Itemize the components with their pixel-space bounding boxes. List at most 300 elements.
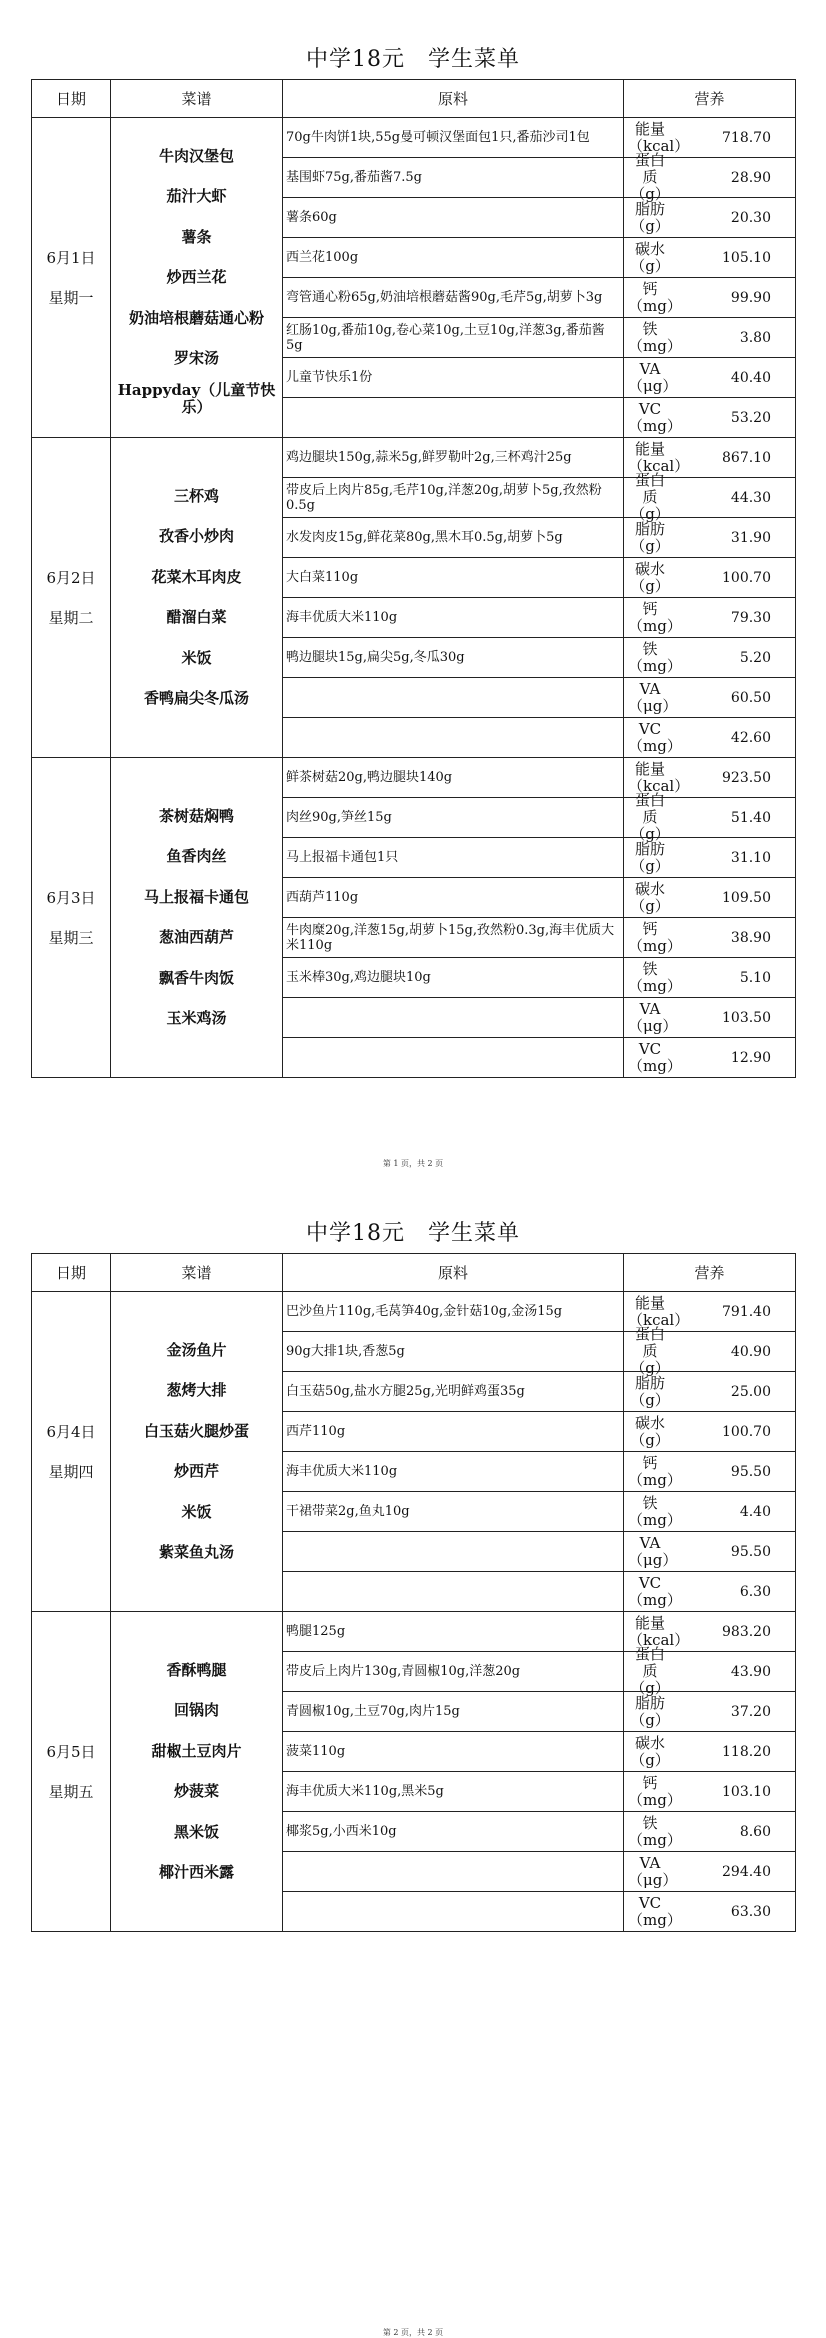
nutrient-unit: （mg） [628,976,682,995]
table-row [32,438,796,478]
ingredient-cell [283,1532,624,1572]
nutrient-label [624,201,672,235]
nutrient-unit: （g） [630,1750,670,1769]
nutrient-name: VC [638,719,662,738]
dish-name: 椰汁西米露 [158,1863,234,1882]
nutrition-cell [624,1852,796,1892]
ingredient-cell: 海丰优质大米110g [283,598,624,638]
nutrient-unit: （mg） [628,1590,682,1609]
nutrient-value: 79.30 [730,609,771,626]
nutrient-entry [624,1772,795,1811]
nutrient-label [624,119,690,155]
ingredient-cell [283,718,624,758]
page-2 [0,1169,826,2338]
dish-name: 金汤鱼片 [166,1340,227,1359]
ingredient-cell [283,998,624,1038]
day-date: 6月4日 [46,1422,96,1441]
day-date: 6月2日 [46,568,96,587]
nutrient-entry [624,1892,795,1931]
nutrient-label [624,399,682,435]
nutrition-cell [624,318,796,358]
dish-name: 玉米鸡汤 [166,1009,227,1028]
nutrient-unit: （kcal） [628,136,690,155]
header-menu: 菜谱 [111,1254,283,1292]
nutrition-cell [624,598,796,638]
nutrient-entry [624,238,795,277]
table-row [32,758,796,798]
nutrient-value: 20.30 [730,209,771,226]
nutrient-label [624,241,672,275]
nutrient-name: 能量 [634,1293,665,1312]
nutrient-unit: （mg） [628,1056,682,1075]
nutrition-cell [624,1692,796,1732]
nutrient-name: 钙 [642,599,658,618]
ingredient-cell: 巴沙鱼片110g,毛莴笋40g,金针菇10g,金汤15g [283,1292,624,1332]
nutrient-label [624,1893,682,1929]
ingredient-cell: 鸡边腿块150g,蒜米5g,鲜罗勒叶2g,三杯鸡汁25g [283,438,624,478]
ingredient-cell: 基围虾75g,番茄酱7.5g [283,158,624,198]
nutrient-unit: （mg） [628,656,682,675]
nutrition-cell [624,1412,796,1452]
nutrient-value: 25.00 [730,1383,771,1400]
nutrient-value: 103.50 [722,1009,771,1026]
nutrient-name: 铁 [642,959,658,978]
nutrient-label [624,759,690,795]
header-row [32,80,796,118]
nutrient-value: 60.50 [730,689,771,706]
nutrient-entry [624,1852,795,1891]
nutrition-cell [624,1452,796,1492]
ingredient-cell [283,1892,624,1932]
nutrition-cell [624,1645,796,1697]
nutrient-label [624,1613,690,1649]
nutrient-entry [624,1372,795,1411]
nutrient-entry [624,1412,795,1451]
nutrient-entry [624,1732,795,1771]
nutrient-unit: （μg） [628,696,678,715]
nutrition-cell [624,1038,796,1078]
day-weekday: 星期四 [48,1462,94,1481]
nutrient-unit: （μg） [628,1870,678,1889]
nutrient-unit: （mg） [628,1910,682,1929]
nutrient-value: 31.90 [730,529,771,546]
nutrient-label [624,1326,672,1377]
dish-name: 紫菜鱼丸汤 [158,1543,234,1562]
nutrition-cell [624,198,796,238]
nutrient-entry [624,638,795,677]
nutrient-entry [624,958,795,997]
nutrient-name: 碳水 [634,239,665,258]
nutrient-name: 能量 [634,439,665,458]
nutrient-name: 能量 [634,1613,665,1632]
nutrient-unit: （kcal） [628,1310,690,1329]
nutrient-label [624,1533,678,1569]
nutrient-label [624,1573,682,1609]
nutrient-name: 脂肪 [634,1373,665,1392]
nutrient-value: 37.20 [730,1703,771,1720]
nutrient-unit: （g） [630,856,670,875]
ingredient-cell: 西葫芦110g [283,878,624,918]
nutrient-label [624,472,672,523]
nutrient-unit: （g） [630,1359,670,1377]
nutrient-label [624,1293,690,1329]
ingredient-cell: 带皮后上肉片130g,青圆椒10g,洋葱20g [283,1652,624,1692]
dish-name: 醋溜白菜 [166,608,227,627]
day-date: 6月3日 [46,888,96,907]
day-cell [32,118,111,438]
nutrient-value: 31.10 [730,849,771,866]
nutrient-value: 294.40 [722,1863,771,1880]
nutrition-cell [624,1492,796,1532]
nutrient-name: 钙 [642,1453,658,1472]
nutrition-cell [624,1772,796,1812]
table-row [32,1292,796,1332]
nutrient-name: VC [638,1573,662,1592]
nutrient-name: 碳水 [634,1413,665,1432]
nutrient-unit: （g） [630,185,670,203]
nutrient-label [624,439,690,475]
nutrient-name: 脂肪 [634,1693,665,1712]
ingredient-cell: 海丰优质大米110g [283,1452,624,1492]
dish-name: 马上报福卡通包 [143,887,249,906]
nutrition-cell [624,1372,796,1412]
nutrient-label [624,719,682,755]
nutrient-name: 碳水 [634,879,665,898]
dish-name: 飘香牛肉饭 [158,968,234,987]
nutrient-entry [624,878,795,917]
nutrient-name: 碳水 [634,1733,665,1752]
nutrient-value: 44.30 [730,489,771,506]
day-cell [32,1612,111,1932]
nutrition-cell [624,1572,796,1612]
ingredient-cell: 马上报福卡通包1只 [283,838,624,878]
nutrient-value: 5.20 [739,649,771,666]
nutrient-name: 蛋白质 [634,471,665,506]
header-row [32,1254,796,1292]
nutrient-entry [624,1532,795,1571]
nutrient-unit: （mg） [628,736,682,755]
dish-name: 花菜木耳肉皮 [151,567,242,586]
nutrition-cell [624,398,796,438]
dish-name: 香鸭扁尖冬瓜汤 [143,689,249,708]
nutrient-name: 能量 [634,119,665,138]
nutrient-entry [624,1452,795,1491]
nutrient-entry [624,678,795,717]
nutrient-unit: （g） [630,825,670,843]
ingredient-cell: 肉丝90g,笋丝15g [283,798,624,838]
nutrient-name: 脂肪 [634,839,665,858]
nutrient-value: 718.70 [722,129,771,146]
nutrient-entry [624,318,795,357]
nutrient-label [624,841,672,875]
nutrition-cell [624,1325,796,1377]
nutrient-unit: （mg） [628,1790,682,1809]
nutrient-label [624,359,678,395]
nutrient-entry [624,151,795,203]
dish-list [111,118,283,438]
nutrient-unit: （mg） [628,1830,682,1849]
nutrient-entry [624,358,795,397]
ingredient-cell [283,678,624,718]
dish-name: 孜香小炒肉 [158,527,234,546]
nutrient-name: 钙 [642,1773,658,1792]
nutrient-name: VA [639,1533,661,1552]
day-weekday: 星期五 [48,1782,94,1801]
dish-name: 茶树菇焖鸭 [158,806,234,825]
nutrient-value: 12.90 [730,1049,771,1066]
nutrient-value: 95.50 [730,1543,771,1560]
nutrition-cell [624,1892,796,1932]
dish-list [111,1612,283,1932]
day-date: 6月5日 [46,1742,96,1761]
nutrient-value: 109.50 [722,889,771,906]
dish-name: 茄汁大虾 [166,187,227,205]
nutrient-entry [624,1812,795,1851]
nutrient-entry [624,1038,795,1077]
nutrient-label [624,919,682,955]
menu-table [31,79,796,1078]
ingredient-cell: 菠菜110g [283,1732,624,1772]
header-ingredients: 原料 [283,80,624,118]
nutrient-label [624,1415,672,1449]
nutrient-label [624,792,672,843]
nutrition-cell [624,471,796,523]
nutrient-entry [624,1572,795,1611]
nutrient-unit: （kcal） [628,1630,690,1649]
nutrient-value: 6.30 [739,1583,771,1600]
header-date: 日期 [32,80,111,118]
nutrient-label [624,279,682,315]
nutrient-value: 3.80 [739,329,771,346]
nutrient-unit: （g） [630,1390,670,1409]
nutrient-unit: （mg） [628,936,682,955]
nutrient-entry [624,718,795,757]
nutrient-unit: （mg） [628,1510,682,1529]
nutrient-unit: （mg） [628,336,682,355]
dish-name: Happyday（儿童节快乐） [117,381,276,416]
nutrient-label [624,1853,678,1889]
nutrient-entry [624,398,795,437]
nutrient-name: VA [639,679,661,698]
dish-name: 回锅肉 [173,1701,219,1720]
nutrition-cell [624,998,796,1038]
nutrient-label [624,521,672,555]
nutrition-cell [624,238,796,278]
dish-name: 炒菠菜 [173,1782,219,1801]
nutrient-value: 118.20 [722,1743,771,1760]
dish-list [111,438,283,758]
nutrient-name: VA [639,1853,661,1872]
nutrient-entry [624,558,795,597]
dish-name: 炒西兰花 [166,268,227,286]
ingredient-cell: 水发肉皮15g,鲜花菜80g,黑木耳0.5g,胡萝卜5g [283,518,624,558]
nutrient-label [624,561,672,595]
nutrient-label [624,679,678,715]
nutrient-entry [624,278,795,317]
nutrient-entry [624,598,795,637]
header-menu: 菜谱 [111,80,283,118]
nutrient-name: 铁 [642,319,658,338]
nutrient-name: VC [638,399,662,418]
dish-name: 白玉菇火腿炒蛋 [143,1421,249,1440]
ingredient-cell: 海丰优质大米110g,黑米5g [283,1772,624,1812]
ingredient-cell [283,1038,624,1078]
nutrient-unit: （g） [630,1679,670,1697]
ingredient-cell [283,1852,624,1892]
nutrient-unit: （g） [630,216,670,235]
nutrient-unit: （g） [630,1430,670,1449]
nutrient-label [624,1039,682,1075]
nutrient-unit: （μg） [628,376,678,395]
ingredient-cell: 玉米棒30g,鸡边腿块10g [283,958,624,998]
dish-list [111,758,283,1078]
nutrient-entry [624,1692,795,1731]
dish-name: 三杯鸡 [173,486,219,505]
nutrient-label [624,959,682,995]
ingredient-cell [283,1572,624,1612]
nutrient-name: 能量 [634,759,665,778]
nutrition-cell [624,1732,796,1772]
dish-name: 罗宋汤 [173,349,219,367]
nutrient-value: 40.40 [730,369,771,386]
nutrient-value: 103.10 [722,1783,771,1800]
nutrient-value: 38.90 [730,929,771,946]
nutrient-label [624,1773,682,1809]
ingredient-cell: 干裙带菜2g,鱼丸10g [283,1492,624,1532]
nutrient-value: 791.40 [722,1303,771,1320]
nutrient-unit: （mg） [628,616,682,635]
nutrient-label [624,1695,672,1729]
nutrient-entry [624,918,795,957]
nutrient-name: 蛋白质 [634,1645,665,1680]
nutrient-unit: （kcal） [628,456,690,475]
nutrient-unit: （g） [630,896,670,915]
nutrition-cell [624,278,796,318]
nutrient-entry [624,471,795,523]
nutrient-value: 8.60 [739,1823,771,1840]
nutrient-unit: （g） [630,536,670,555]
nutrient-unit: （g） [630,505,670,523]
ingredient-cell: 大白菜110g [283,558,624,598]
nutrient-label [624,1493,682,1529]
nutrient-label [624,881,672,915]
nutrient-name: 钙 [642,919,658,938]
nutrient-value: 42.60 [730,729,771,746]
nutrient-name: VC [638,1893,662,1912]
nutrient-value: 105.10 [722,249,771,266]
nutrient-entry [624,1645,795,1697]
dish-name: 鱼香肉丝 [166,847,227,866]
dish-name: 薯条 [181,227,212,246]
ingredient-cell: 西兰花100g [283,238,624,278]
day-cell [32,1292,111,1612]
nutrient-unit: （μg） [628,1550,678,1569]
nutrition-cell [624,558,796,598]
nutrient-value: 51.40 [730,809,771,826]
day-date: 6月1日 [46,248,96,267]
dish-name: 牛肉汉堡包 [158,146,234,165]
header-nutrition: 营养 [624,1254,796,1292]
dish-name: 炒西芹 [173,1462,219,1481]
nutrition-cell [624,518,796,558]
nutrition-cell [624,918,796,958]
nutrient-value: 95.50 [730,1463,771,1480]
nutrient-label [624,152,672,203]
day-weekday: 星期三 [48,928,94,947]
nutrient-label [624,1646,672,1697]
nutrient-label [624,1375,672,1409]
nutrient-value: 5.10 [739,969,771,986]
nutrient-unit: （mg） [628,296,682,315]
header-ingredients: 原料 [283,1254,624,1292]
ingredient-cell: 牛肉糜20g,洋葱15g,胡萝卜15g,孜然粉0.3g,海丰优质大米110g [283,918,624,958]
ingredient-cell: 鲜茶树菇20g,鸭边腿块140g [283,758,624,798]
nutrient-name: 蛋白质 [634,151,665,186]
nutrition-cell [624,151,796,203]
page-title: 中学18元 学生菜单 [306,1221,520,1246]
nutrient-entry [624,998,795,1037]
dish-name: 葱烤大排 [166,1381,227,1400]
nutrition-cell [624,678,796,718]
page-footer: 第 2 页，共 2 页 [382,2328,444,2337]
menu-table [31,1253,796,1932]
nutrition-cell [624,1812,796,1852]
table-row [32,118,796,158]
nutrient-value: 867.10 [722,449,771,466]
nutrient-value: 28.90 [730,169,771,186]
ingredient-cell: 西芹110g [283,1412,624,1452]
nutrient-label [624,599,682,635]
nutrition-cell [624,718,796,758]
day-cell [32,758,111,1078]
nutrient-value: 99.90 [730,289,771,306]
nutrient-name: 脂肪 [634,519,665,538]
ingredient-cell: 90g大排1块,香葱5g [283,1332,624,1372]
nutrition-cell [624,791,796,843]
ingredient-cell: 弯管通心粉65g,奶油培根蘑菇酱90g,毛芹5g,胡萝卜3g [283,278,624,318]
nutrient-unit: （mg） [628,416,682,435]
nutrient-value: 100.70 [722,1423,771,1440]
nutrient-entry [624,198,795,237]
ingredient-cell [283,398,624,438]
nutrient-unit: （kcal） [628,776,690,795]
nutrient-label [624,1735,672,1769]
nutrient-name: VA [639,359,661,378]
header-nutrition: 营养 [624,80,796,118]
nutrient-entry [624,791,795,843]
nutrient-entry [624,1325,795,1377]
nutrient-entry [624,1492,795,1531]
nutrition-cell [624,1532,796,1572]
ingredient-cell: 70g牛肉饼1块,55g曼可顿汉堡面包1只,番茄沙司1包 [283,118,624,158]
nutrition-cell [624,878,796,918]
nutrient-name: 铁 [642,639,658,658]
table-row [32,1612,796,1652]
page-footer: 第 1 页，共 2 页 [382,1159,444,1168]
nutrient-value: 53.20 [730,409,771,426]
nutrient-unit: （mg） [628,1470,682,1489]
ingredient-cell: 鸭腿125g [283,1612,624,1652]
dish-name: 香酥鸭腿 [166,1660,227,1679]
nutrient-name: 铁 [642,1813,658,1832]
dish-name: 米饭 [181,648,212,667]
dish-name: 米饭 [181,1502,212,1521]
nutrient-value: 63.30 [730,1903,771,1920]
nutrient-name: 碳水 [634,559,665,578]
nutrient-unit: （g） [630,256,670,275]
day-weekday: 星期二 [48,608,94,627]
nutrient-value: 983.20 [722,1623,771,1640]
